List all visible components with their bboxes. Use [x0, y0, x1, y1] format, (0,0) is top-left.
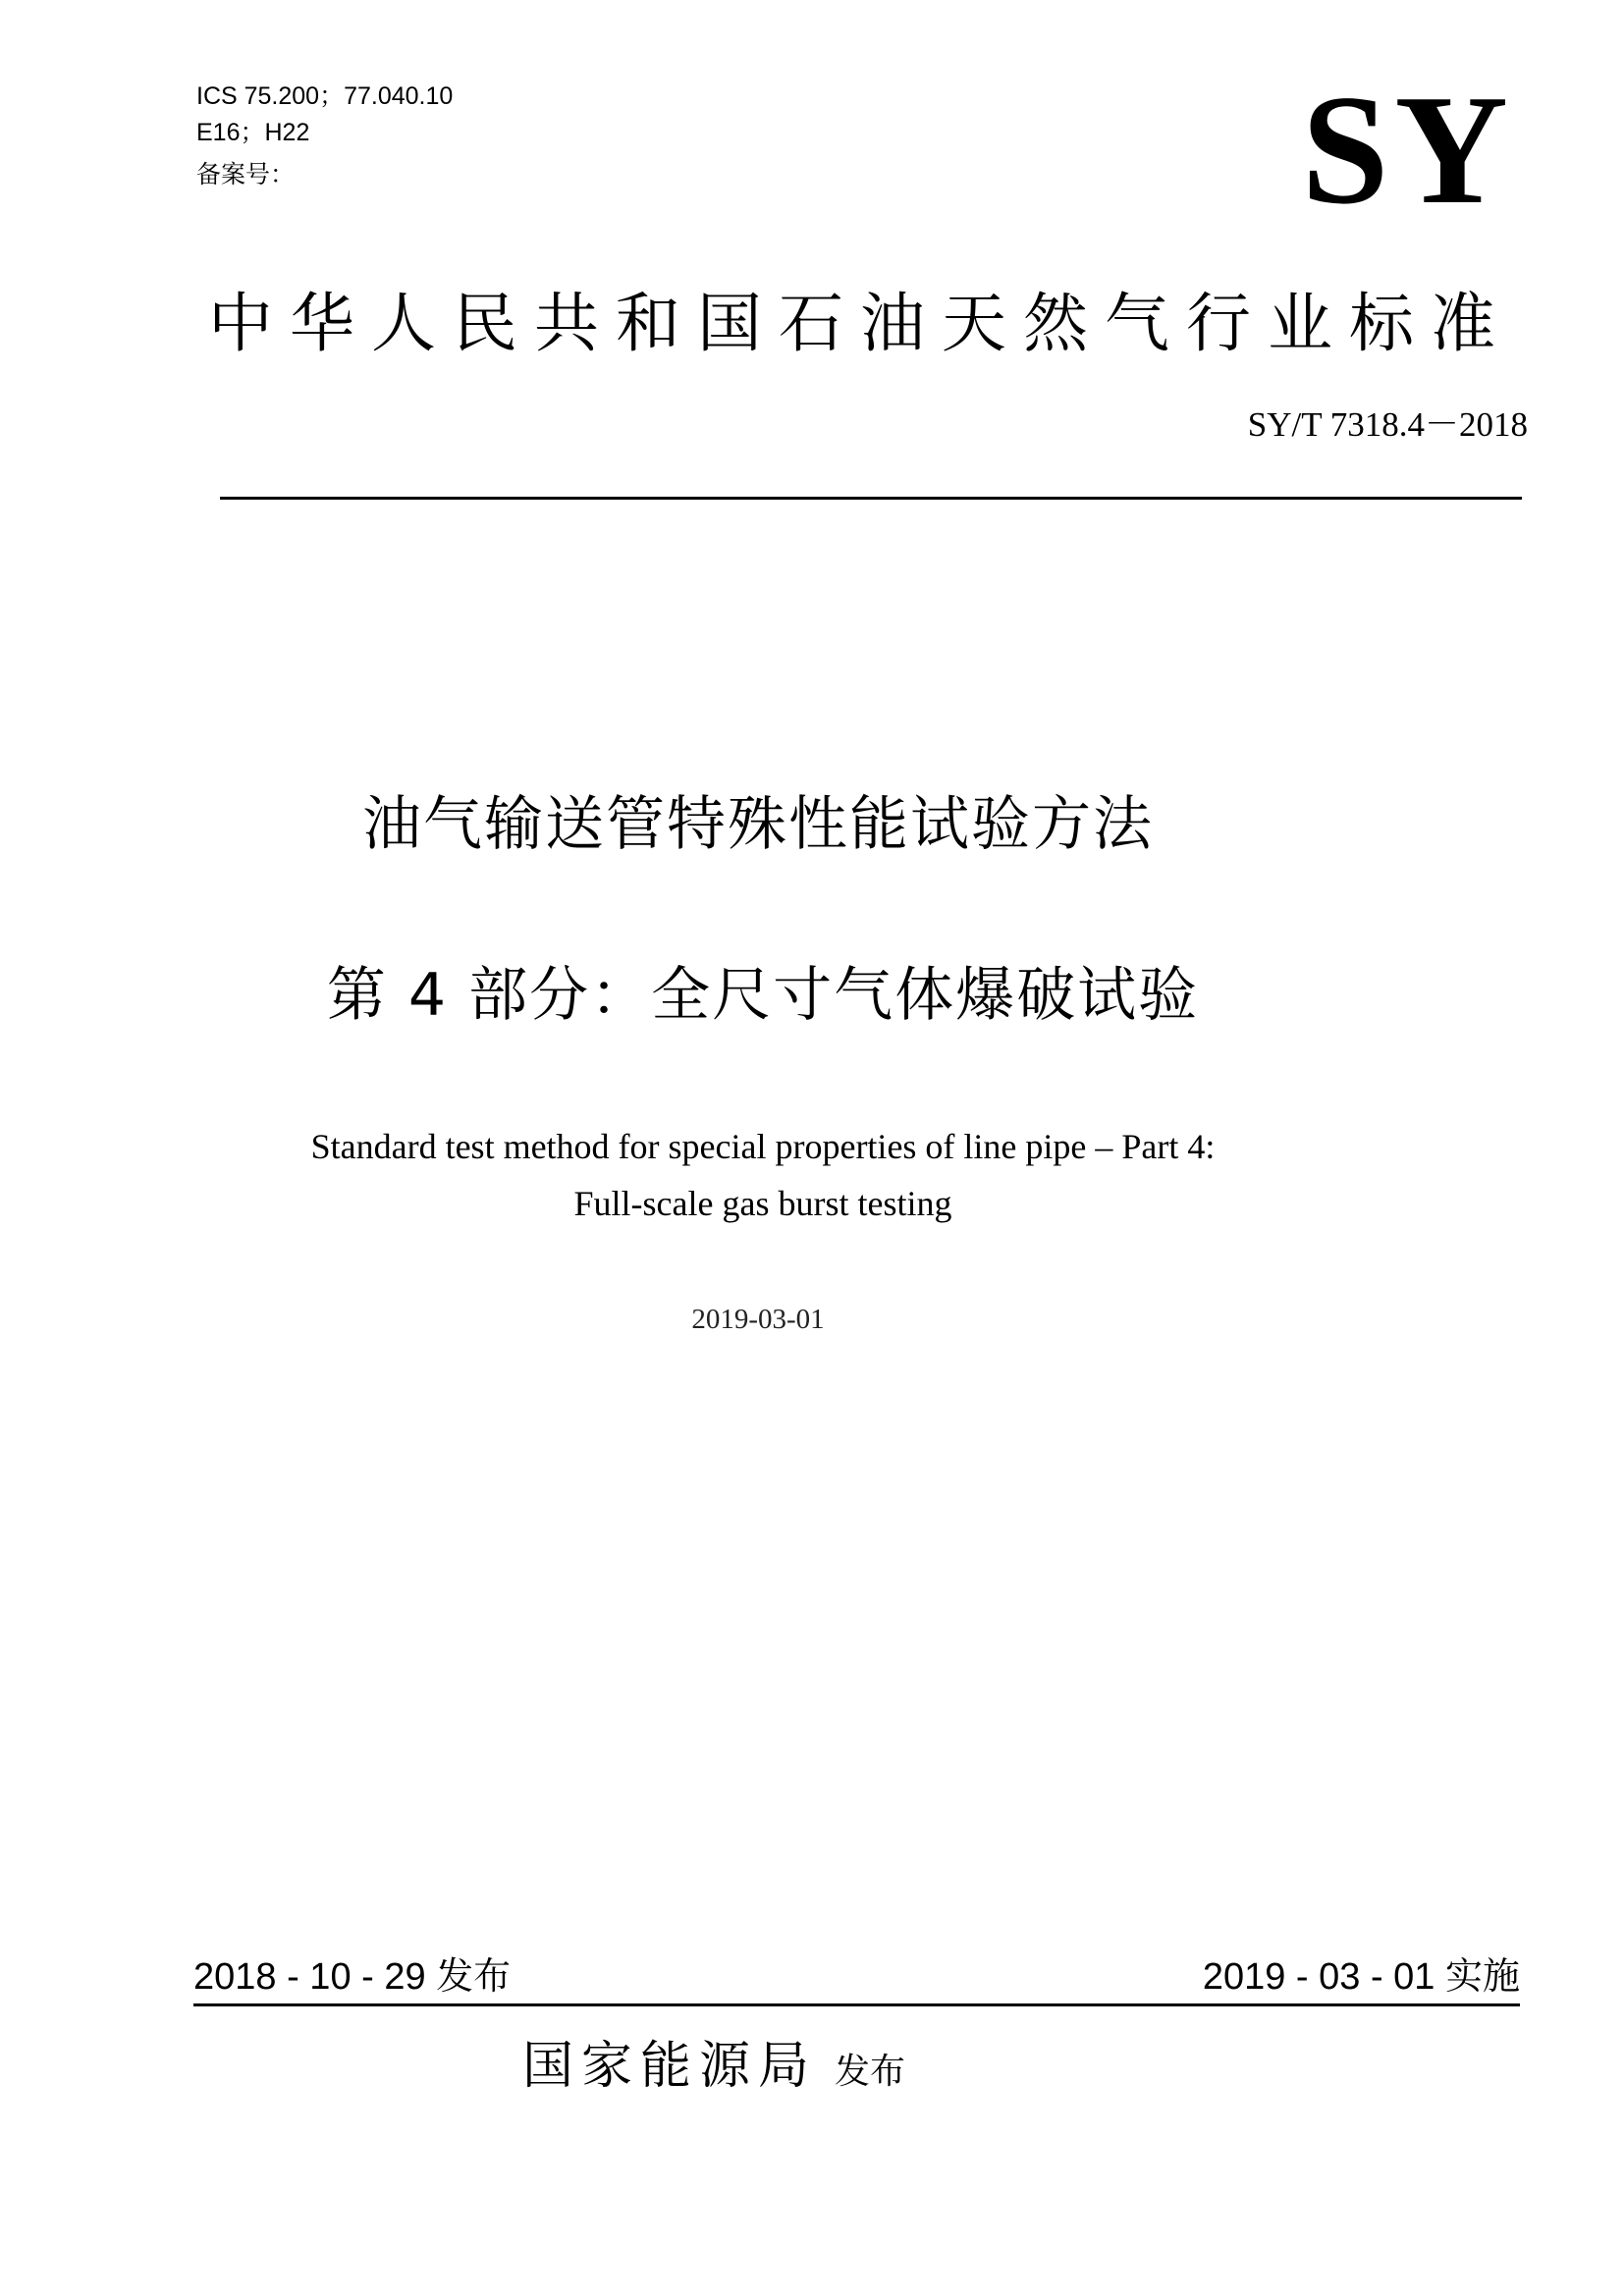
bottom-divider [193, 2003, 1520, 2006]
title-en-line-2: Full-scale gas burst testing [573, 1184, 952, 1223]
ics-code: ICS 75.200；77.040.10 [196, 82, 454, 110]
ccs-code: E16；H22 [196, 119, 310, 146]
publisher-name: 国家能源局 [521, 2037, 817, 2096]
filing-number-label: 备案号： [196, 161, 296, 188]
top-divider [220, 497, 1522, 500]
title-en-line-1: Standard test method for special properties of line pipe – Part 4: [310, 1127, 1216, 1166]
standard-code: SY/T 7318.4－2018 [1247, 405, 1528, 444]
effective-date: 2019 - 03 - 01 实施 [1202, 1956, 1520, 1998]
sy-logo: SY [1301, 62, 1514, 237]
title-cn-line-2: 第 4 部分：全尺寸气体爆破试验 [326, 961, 1200, 1030]
publisher-block [0, 2032, 1624, 2107]
title-cn-line-1: 油气输送管特殊性能试验方法 [362, 790, 1154, 859]
draft-date: 2019-03-01 [691, 1304, 825, 1335]
issue-date: 2018 - 10 - 29 发布 [193, 1956, 512, 1998]
industry-standard-title: 中华人民共和国石油天然气行业标准 [208, 286, 1512, 361]
publisher-suffix: 发布 [835, 2052, 906, 2092]
